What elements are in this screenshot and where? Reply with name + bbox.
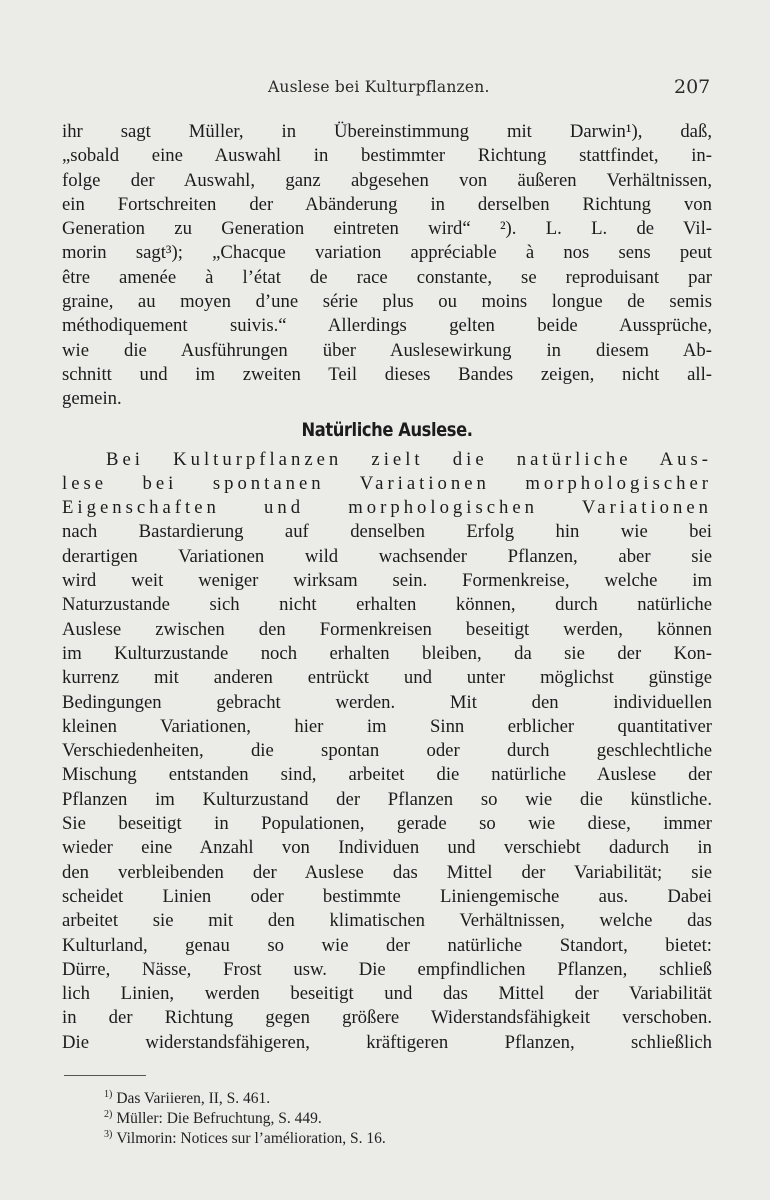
text-line: lich Linien, werden beseitigt und das Mittel der Variabilität — [62, 983, 712, 1005]
text-line: Eigenschaften und morphologischen Variationen — [62, 497, 712, 519]
text-line: lese bei spontanen Variationen morphologischer — [62, 472, 712, 494]
footnote-mark: 2) — [104, 1109, 113, 1120]
footnote — [104, 1105, 386, 1128]
text-line: folge der Auswahl, ganz abgesehen von äußeren Verhältnissen, — [62, 169, 712, 191]
text-line: nach Bastardierung auf denselben Erfolg hin wie bei — [62, 521, 712, 543]
paragraph-quotation — [62, 120, 712, 412]
footnote-mark: 3) — [104, 1129, 113, 1140]
text-line: wieder eine Anzahl von Individuen und verschiebt dadurch in — [62, 837, 712, 859]
text-line: Auslese zwischen den Formenkreisen beseitigt werden, können — [62, 618, 712, 640]
footnotes — [104, 1085, 386, 1148]
text-line: wie die Ausführungen über Auslesewirkung in diesem Ab- — [62, 339, 712, 361]
text-line: schnitt und im zweiten Teil dieses Bandes zeigen, nicht all- — [62, 363, 712, 385]
text-line: méthodiquement suivis.“ Allerdings gelten beide Aussprüche, — [62, 315, 712, 337]
page-number: 207 — [674, 76, 711, 98]
text-line: kleinen Variationen, hier im Sinn erblicher quantitativer — [62, 715, 712, 737]
text-line: Mischung entstanden sind, arbeitet die natürliche Auslese der — [62, 764, 712, 786]
text-line: Bedingungen gebracht werden. Mit den individuellen — [62, 691, 712, 713]
text-line: Kulturland, genau so wie der natürliche Standort, bietet: — [62, 934, 712, 956]
text-line: Verschiedenheiten, die spontan oder durch geschlechtliche — [62, 740, 712, 762]
text-line: être amenée à l’état de race constante, se reproduisant par — [62, 266, 712, 288]
running-title: Auslese bei Kulturpflanzen. — [268, 78, 490, 96]
footnote-mark: 1) — [104, 1089, 113, 1100]
text-line: gemein. — [62, 388, 122, 410]
text-line: „sobald eine Auswahl in bestimmter Richtung stattfindet, in- — [62, 145, 712, 167]
text-line: kurrenz mit anderen entrückt und unter möglichst günstige — [62, 667, 712, 689]
footnote-text: Müller: Die Befruchtung, S. 449. — [116, 1110, 322, 1128]
text-line: ihr sagt Müller, in Übereinstimmung mit Darwin¹), daß, — [62, 121, 712, 142]
text-line: Bei Kulturpflanzen zielt die natürliche Aus- — [106, 448, 712, 470]
text-line: derartigen Variationen wild wachsender Pflanzen, aber sie — [62, 545, 712, 567]
text-line: in der Richtung gegen größere Widerstandsfähigkeit verschoben. — [62, 1007, 712, 1029]
text-line: Sie beseitigt in Populationen, gerade so wie diese, immer — [62, 813, 712, 835]
footnote-text: Das Variieren, II, S. 461. — [116, 1090, 271, 1108]
footnote — [104, 1125, 386, 1148]
text-line: Pflanzen im Kulturzustand der Pflanzen so wie die künstliche. — [62, 788, 712, 810]
text-line: morin sagt³); „Chacque variation appréciable à nos sens peut — [62, 242, 712, 264]
text-line: wird weit weniger wirksam sein. Formenkreise, welche im — [62, 570, 712, 592]
body-text — [62, 120, 712, 1055]
text-line: Naturzustande sich nicht erhalten können, durch natürliche — [62, 594, 712, 616]
text-line: Dürre, Nässe, Frost usw. Die empfindlichen Pflanzen, schließ — [62, 958, 712, 980]
text-line: graine, au moyen d’une série plus ou moins longue de semis — [62, 291, 712, 313]
paragraph-natural-selection — [62, 448, 712, 1055]
footnote-text: Vilmorin: Notices sur l’amélioration, S. 16. — [116, 1130, 386, 1148]
footnote-rule — [64, 1075, 146, 1076]
section-heading: Natürliche Auslese. — [301, 418, 473, 441]
text-line: im Kulturzustande noch erhalten bleiben, da sie der Kon- — [62, 642, 712, 664]
text-line: scheidet Linien oder bestimmte Liniengemische aus. Dabei — [62, 885, 712, 907]
text-line: Die widerstandsfähigeren, kräftigeren Pflanzen, schließlich — [62, 1031, 712, 1053]
text-line: arbeitet sie mit den klimatischen Verhältnissen, welche das — [62, 910, 712, 932]
text-line: ein Fortschreiten der Abänderung in derselben Richtung von — [62, 193, 712, 215]
text-line: Generation zu Generation eintreten wird“ ²). L. L. de Vil- — [62, 218, 712, 240]
text-line: den verbleibenden der Auslese das Mittel der Variabilität; sie — [62, 861, 712, 883]
footnote — [104, 1085, 386, 1108]
